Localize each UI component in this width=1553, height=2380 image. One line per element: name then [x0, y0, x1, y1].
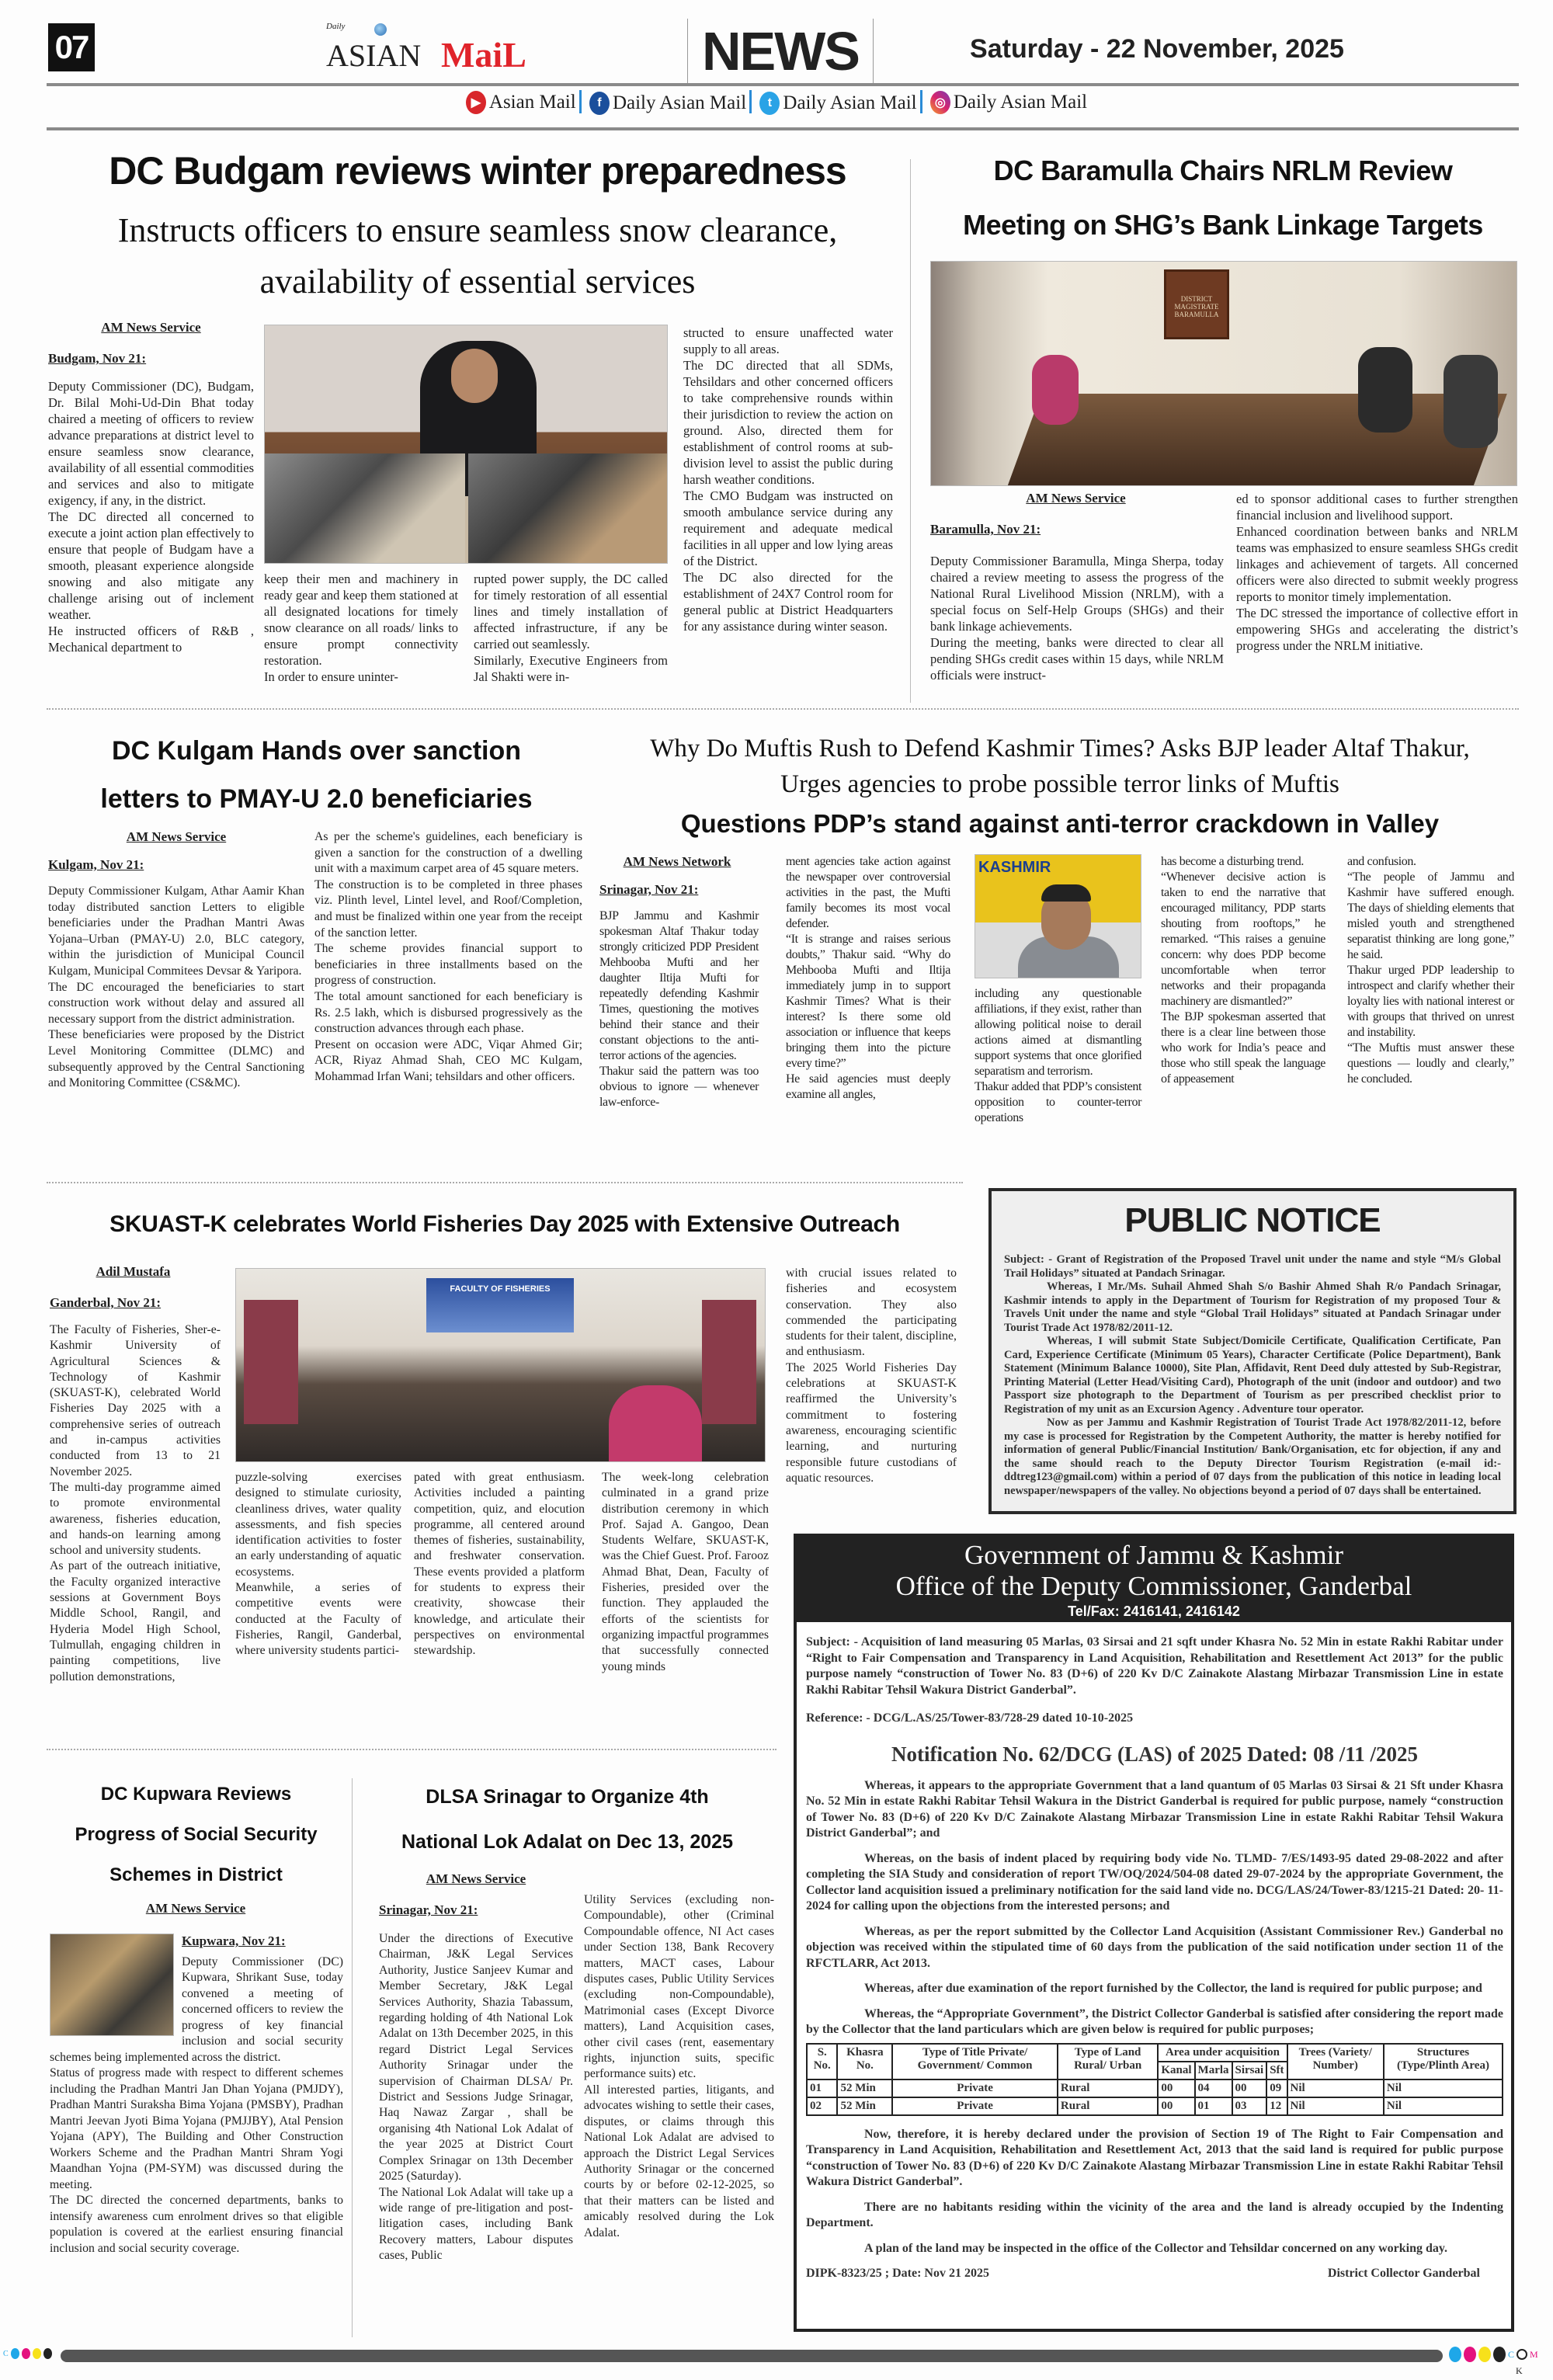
- photo-figure: [1032, 355, 1079, 425]
- article-column: [599, 909, 759, 1110]
- article-column: [683, 325, 893, 634]
- cyan-dot: [1449, 2347, 1461, 2362]
- table-cell: 01: [807, 2079, 837, 2097]
- globe-icon: [374, 23, 387, 36]
- fisheries-day-photo: [235, 1268, 766, 1462]
- notification-number: Notification No. 62/DCG (LAS) of 2025 Dated: 08 /11 /2025: [891, 1742, 1418, 1766]
- byline: AM News Service: [426, 1871, 526, 1886]
- paragraph: The Faculty of Fisheries, Sher-e-Kashmir University of Agricultural Sciences & Technology of Kashmir (SKUAST-K), celebrated World Fisheries Day 2025 with a comprehensive series of outreach and in-campus activities conducted from 13 to 21 November 2025.: [50, 1323, 221, 1478]
- notice-office: Office of the Deputy Commissioner, Ganderbal: [895, 1571, 1412, 1601]
- paragraph: Thakur said the pattern was too obvious to ignore — whenever law-enforce-: [599, 1065, 759, 1109]
- paragraph: The DC directed the concerned departments, banks to intensify awareness cum enrolment drives so that eligible population is covered at the earliest ensuring financial inclusion and social security coverage.: [50, 2194, 343, 2255]
- paragraph: Deputy Commissioner Kulgam, Athar Aamir Khan today distributed sanction Letters to eligible beneficiaries under the Pradhan Mantri Awas Yojana–Urban (PMAY-U) 2.0, BLC category, within the jurisdiction of Municipal Council Kulgam, Municipal Commitees Devsar & Yaripora.: [48, 884, 304, 978]
- registration-crosshair-icon: [1517, 2349, 1527, 2360]
- paragraph: Deputy Commissioner Baramulla, Minga Sherpa, today chaired a review meeting to assess the progress of the National Rural Livelihood Mission (NRLM), with a special focus on Self-Help Groups (SHGs) and their bank linkage achievements.: [930, 554, 1224, 634]
- public-notice: [988, 1188, 1517, 1514]
- notice-paragraph: Whereas, it appears to the appropriate Government that a land quantum of 05 Marlas 03 Sirsai & 21 Sft under Khasra No. 52 Min in estate Rakhi Rabitar Tehsil Wakura in the District Ganderbal is required for public purpose, namely “construction of Tower No. 83 (D+6) of 220 Kv D/C Zainakote Alastang Mirbazar Transmission Line in estate Rakhi Rabitar Tehsil Wakura District Ganderbal”; and: [806, 1778, 1503, 1840]
- photo-figure: [609, 1385, 702, 1462]
- column-header: Trees (Variety/ Number): [1287, 2044, 1384, 2079]
- mark-label: C: [3, 2349, 9, 2358]
- paragraph: Under the directions of Executive Chairman, J&K Legal Services Authority, Justice Sanjeev Kumar and Member Secretary, J&K Legal Services Authority, Shazia Tabassum, regarding holding of 4th National Lok Adalat on 13th December 2025, in this regard District Legal Services Authority Srinagar under the supervision of Chairman DLSA/ Pr. District and Sessions Judge Srinagar, Haq Nawaz Zargar , shall be organising 4th National Lok Adalat of the year 2025 at District Court Complex Srinagar on 13th December 2025 (Saturday).: [379, 1932, 573, 2184]
- yellow-dot: [1478, 2347, 1491, 2362]
- baramulla-meeting-photo: [930, 261, 1517, 486]
- budgam-subhead: [47, 205, 909, 307]
- kupwara-headline: [47, 1774, 346, 1895]
- paragraph: Enhanced coordination between banks and NRLM teams was emphasized to ensure seamless SHGs credit linkages and achievement of targets. All concerned officers were also directed to submit weekly progress reports to monitor timely implementation.: [1236, 524, 1518, 604]
- paragraph: rupted power supply, the DC called for timely restoration of all essential lines and timely installation of affected infrastructure, if any be carried out seamlessly.: [474, 572, 668, 651]
- paragraph: Present on occasion were ADC, Viqar Ahmed Gir; ACR, Riyaz Ahmad Shah, CEO MC Kulgam, Mohammad Irfan Wani; tehsildars and other officers.: [314, 1037, 582, 1083]
- notice-paragraph: Whereas, on the basis of indent placed by requiring body vide No. TLMD- 7/ES/1493-95 dated 29-08-2022 and after completing the SIA Study and consideration of report TW/OQ/2024/504-08 dated 29-07-2024 by the appropriate Government, the Collector land acquisition issued a preliminary notification for the said land vide no. DCG/LAS/24/Tower-83/1215-21 Dated: 20- 11-2024 for calling upon the objections from the interested persons; and: [806, 1851, 1503, 1913]
- paragraph: Status of progress made with respect to different schemes including the Pradhan Mantri Jan Dhan Yojana (PMJDY), Pradhan Mantri Suraksha Bima Yojana (PMSBY), Pradhan Mantri Jeevan Jyoti Bima Yojana (PMJJBY), Atal Pension Yojana (APY), The Building and Other Construction Workers Scheme and the Pradhan Mantri Shram Yogi Maandhan Yojna (PM-SYM) was discussed during the meeting.: [50, 2066, 343, 2191]
- section-divider: [47, 1182, 963, 1183]
- paragraph: The construction is to be completed in three phases viz. Plinth level, Lintel level, and Roof/Completion, and must be finalized within one year from the receipt of the sanction letter.: [314, 877, 582, 940]
- headline-text: Questions PDP’s stand against anti-terror crackdown in Valley: [680, 809, 1440, 838]
- headline-line: Progress of Social Security: [75, 1824, 318, 1845]
- dipk-number: DIPK-8323/25 ; Date: Nov 21 2025: [806, 2267, 989, 2280]
- page-number-text: 07: [54, 29, 89, 65]
- dateline: Kulgam, Nov 21:: [48, 857, 144, 872]
- paragraph: “The Muftis must answer these questions — loudly and clearly,” he concluded.: [1347, 1041, 1514, 1086]
- column-header: Marla: [1195, 2062, 1232, 2079]
- office-sign: DISTRICT MAGISTRATE BARAMULLA: [1164, 269, 1229, 339]
- twitter-icon: t: [759, 92, 780, 115]
- paragraph: The DC directed all concerned to execute a joint action plan effectively to ensure that people of Budgam have a smooth, pleasant experience alongside snowing and also mitigate any challenge arising out of inclement weather.: [48, 509, 254, 622]
- table-cell: Private: [892, 2079, 1058, 2097]
- notice-paragraph: Whereas, the “Appropriate Government”, the District Collector Ganderbal is satisfied after considering the report made by the Collector that the land particulars which are given below is required for public purposes;: [806, 2006, 1503, 2036]
- social-facebook[interactable]: [589, 92, 746, 115]
- government-notice: [794, 1534, 1514, 2332]
- budgam-meeting-photo: [264, 325, 668, 564]
- article-column: [786, 854, 950, 1103]
- paragraph: The DC also directed for the establishment of 24X7 Control room for general public at District Headquarters for any assistance during winter season.: [683, 570, 893, 634]
- photo-figure: [1358, 347, 1412, 433]
- black-dot: [1493, 2347, 1506, 2362]
- paragraph: The BJP spokesman asserted that there is a clear line between those who work for India’s peace and those who still speak the language of appeasement: [1161, 1010, 1325, 1086]
- photo-inset: [468, 453, 668, 564]
- photo-inset: [265, 453, 465, 564]
- youtube-icon: ▶: [466, 91, 486, 114]
- masthead-rule-bottom: [47, 127, 1519, 130]
- article-column: [474, 571, 668, 685]
- table-cell: 00: [1158, 2079, 1194, 2097]
- notice-subject: Subject: - Acquisition of land measuring 05 Marlas, 03 Sirsai and 21 sqft under Khasra No. 52 Min in estate Rakhi Rabitar under “Right to Fair Compensation and Transparency in Land Acquisition, Rehabilitation and Resettlement Act 2013” for the public purpose namely “construction of Tower No. 83 (D+6) of 220 Kv D/C Zainakote Alastang Mirbazar Transmission Line in estate Rakhi Rabitar Tehsil Wakura District Ganderbal”.: [806, 1635, 1503, 1697]
- notice-paragraph: There are no habitants residing within the vicinity of the area and the land is already occupied by the Indenting Department.: [806, 2200, 1503, 2229]
- notice-paragraph: Whereas, I will submit State Subject/Domicile Certificate, Qualification Certificate, Pan Card, Experience Certificate (Minimum 05 Years), Character Certificate (Police Department), Bank Statement (Minimum Balance 10000), Site Plan, Affidavit, Rent Deed duly attested by Sub-Registrar, Printing Material (Letter Head/Visiting Card), Photograph of the unit (indoor and outdoor) and two Passport size photograph to the Department of Tourism as per prescribed checklist prior to Registration of my unit as an Excursion Agency . Adventure tour operator.: [1004, 1335, 1501, 1416]
- headline-line: Meeting on SHG’s Bank Linkage Targets: [963, 209, 1483, 241]
- photo-figure: [1041, 884, 1091, 902]
- article-column: [602, 1470, 769, 1675]
- paragraph: As part of the outreach initiative, the Faculty organized interactive sessions at Government Boys Middle School, Rangil, and Hyderia Model High School, Tulmullah, engaging children in painting competitions, live pollution demonstrations,: [50, 1559, 221, 1683]
- social-label: Asian Mail: [488, 92, 576, 113]
- logo-mail: MaiL: [441, 35, 526, 75]
- logo: [326, 22, 544, 84]
- headline-line: DC Baramulla Chairs NRLM Review: [993, 155, 1453, 186]
- article-column: [584, 1892, 774, 2241]
- registration-marks-right: [1449, 2347, 1538, 2362]
- kulgam-headline: [43, 727, 590, 823]
- paragraph: These beneficiaries were proposed by the District Level Monitoring Committee (DLMC) and subsequently approved by the Central Sanctioning and Monitoring Committee (CS&MC).: [48, 1028, 304, 1090]
- headline-line: letters to PMAY-U 2.0 beneficiaries: [100, 784, 533, 814]
- paragraph: including any questionable affiliations, if they exist, rather than allowing political noise to derail actions aimed at dismantling support systems that once glorified separatism and terrorism.: [975, 987, 1141, 1078]
- article-column: [50, 1322, 221, 1685]
- article-column: [930, 553, 1224, 683]
- paragraph: As per the scheme's guidelines, each beneficiary is given a sanction for the construction of a dwelling unit with a maximum carpet area of 45 square meters.: [314, 830, 582, 876]
- paragraph: with crucial issues related to fisheries and ecosystem conservation. They also commended the participating students for their talent, discipline, and enthusiasm.: [786, 1266, 957, 1359]
- dateline: Kupwara, Nov 21:: [182, 1934, 286, 1948]
- article-column: [786, 1266, 957, 1486]
- photo-curtain: [702, 1300, 756, 1424]
- paragraph: The multi-day programme aimed to promote environmental awareness, fisheries education, and hands-on learning among school and university students.: [50, 1480, 221, 1558]
- notice-telfax: Tel/Fax: 2416141, 2416142: [1068, 1603, 1240, 1619]
- land-particulars-table: [806, 2043, 1503, 2116]
- article-column: [379, 1931, 573, 2264]
- event-banner: FACULTY OF FISHERIES: [426, 1278, 574, 1332]
- table-cell: 52 Min: [837, 2079, 892, 2097]
- article-column: [264, 571, 458, 685]
- skuast-headline: [47, 1205, 963, 1244]
- social-twitter[interactable]: [759, 92, 916, 115]
- paragraph: puzzle-solving exercises designed to stimulate curiosity, cleanliness drives, water quality assessments, and fish species identification activities to foster an early understanding of aquatic ecosystems.: [235, 1471, 401, 1579]
- table-cell: 02: [807, 2097, 837, 2115]
- table-cell: Rural: [1058, 2079, 1158, 2097]
- paragraph: He said agencies must deeply examine all angles,: [786, 1072, 950, 1101]
- table-cell: 00: [1158, 2097, 1194, 2115]
- dateline: Budgam, Nov 21:: [48, 351, 147, 366]
- column-header: Khasra No.: [837, 2044, 892, 2079]
- table-cell: Nil: [1287, 2079, 1384, 2097]
- article-column: [1161, 854, 1325, 1087]
- paragraph: Deputy Commissioner (DC) Kupwara, Shrikant Suse, today convened a meeting of concerned officers to review the progress of key financial inclusion and social security schemes being implemented across the district.: [50, 1954, 343, 2064]
- table-cell: 03: [1232, 2097, 1267, 2115]
- article-column: [314, 829, 582, 1086]
- paragraph: The National Lok Adalat will take up a wide range of pre-litigation and post-litigation cases, including Bank Recovery matters, Labour disputes cases, Public: [379, 2185, 573, 2263]
- logo-daily: Daily: [326, 22, 346, 31]
- headline-line: DC Kupwara Reviews: [100, 1784, 292, 1805]
- notice-subject: Subject: - Grant of Registration of the Proposed Travel unit under the name and style “M/s Global Trail Holidays” situated at Pandach Srinagar.: [1004, 1253, 1501, 1280]
- table-body: [807, 2079, 1503, 2115]
- notice-footer: [806, 2266, 1503, 2282]
- table-row: [807, 2079, 1503, 2097]
- altaf-thakur-photo: [975, 854, 1141, 978]
- article-column: [975, 986, 1141, 1126]
- notice-reference: Reference: - DCG/L.AS/25/Tower-83/728-29 dated 10-10-2025: [806, 1711, 1134, 1725]
- headline-line: DLSA Srinagar to Organize 4th: [426, 1786, 709, 1808]
- byline: AM News Service: [1026, 491, 1126, 506]
- paragraph: has become a disturbing trend.: [1161, 855, 1304, 868]
- masthead-rule: [47, 83, 1519, 86]
- photo-curtain: [244, 1300, 298, 1424]
- headline-line: DC Kulgam Hands over sanction: [111, 736, 522, 766]
- social-label: Daily Asian Mail: [953, 92, 1088, 113]
- paragraph: The CMO Budgam was instructed on smooth ambulance service during any requirement and adequate medical facilities in all upper and low lying areas of the District.: [683, 488, 893, 568]
- table-cell: Nil: [1384, 2079, 1503, 2097]
- byline: AM News Service: [101, 320, 201, 335]
- photo-figure: [1444, 355, 1498, 448]
- paragraph: Similarly, Executive Engineers from Jal Shakti were in-: [474, 653, 668, 684]
- social-label: Daily Asian Mail: [612, 92, 747, 113]
- notice-body: [797, 1622, 1511, 2282]
- column-header: Type of Title Private/ Government/ Common: [892, 2044, 1058, 2079]
- column-header: S. No.: [807, 2044, 837, 2079]
- table-cell: 12: [1266, 2097, 1287, 2115]
- column-header: Sirsai: [1232, 2062, 1267, 2079]
- paragraph: The DC encouraged the beneficiaries to start construction work without delay and assured all necessary support from the district administration.: [48, 980, 304, 1026]
- photo-table: [1007, 394, 1507, 486]
- paragraph: He instructed officers of R&B , Mechanical department to: [48, 624, 254, 655]
- public-notice-title: [1004, 1199, 1501, 1242]
- paragraph: All interested parties, litigants, and advocates wishing to settle their cases, disputes, or claims through this National Lok Adalat are advised to approach the District Legal Services Authority Srinagar or the concerned courts by or before 02-12-2025, so that their matters can be listed and amicably resolved during the Lok Adalat.: [584, 2083, 774, 2239]
- article-column: [48, 378, 254, 655]
- dlsa-headline: [360, 1774, 775, 1864]
- table-cell: Nil: [1384, 2097, 1503, 2115]
- column-header: Type of Land Rural/ Urban: [1058, 2044, 1158, 2079]
- instagram-icon: ◎: [930, 91, 950, 114]
- dateline: Ganderbal, Nov 21:: [50, 1295, 162, 1310]
- paragraph: BJP Jammu and Kashmir spokesman Altaf Thakur today strongly criticized PDP President Mehbooba Mufti and her daughter Iltija Mufti for repeatedly defending Kashmir Times, questioning the motives behind their stance and their constant objections to the anti-terror actions of the agencies.: [599, 909, 759, 1062]
- subhead-line: availability of essential services: [259, 262, 696, 301]
- page-number: [48, 23, 95, 71]
- paragraph: and confusion.: [1347, 855, 1416, 868]
- mark-label: C: [1508, 2348, 1515, 2360]
- dateline: Srinagar, Nov 21:: [599, 882, 699, 897]
- signatory: District Collector Ganderbal: [1327, 2267, 1480, 2280]
- section-title: [687, 19, 874, 84]
- column-divider: [910, 159, 911, 703]
- article-column: [1347, 854, 1514, 1087]
- social-youtube[interactable]: [466, 91, 576, 114]
- notice-header: [797, 1537, 1511, 1622]
- article-column: [1236, 491, 1518, 654]
- pdp-kicker: [598, 731, 1522, 766]
- budgam-headline: [47, 144, 909, 198]
- social-links: [0, 90, 1553, 115]
- registration-marks-left: [3, 2348, 52, 2359]
- subhead-line: Instructs officers to ensure seamless snow clearance,: [117, 211, 838, 249]
- divider: [579, 90, 582, 113]
- magenta-dot: [22, 2348, 30, 2359]
- baramulla-headline: [924, 144, 1522, 252]
- notice-title: Government of Jammu & Kashmir: [964, 1540, 1343, 1570]
- dateline: Srinagar, Nov 21:: [379, 1902, 478, 1917]
- kicker-text: Urges agencies to probe possible terror links of Muftis: [780, 770, 1339, 798]
- paragraph: The total amount sanctioned for each beneficiary is Rs. 2.5 lakh, which is disbursed progressively as the construction advances through each phase.: [314, 989, 582, 1036]
- notice-paragraph: Whereas, after due examination of the report furnished by the Collector, the land is required for public purpose; and: [864, 1982, 1482, 1995]
- byline: AM News Service: [126, 829, 227, 844]
- column-header: Structures (Type/Plinth Area): [1384, 2044, 1503, 2079]
- paragraph: During the meeting, banks were directed to clear all pending SHGs credit cases within 15 days, while NRLM officials were instruct-: [930, 635, 1224, 683]
- paragraph: “It is strange and raises serious doubts,” Thakur said. “Why do Mehbooba Mufti and Iltija immediately jump in to support Kashmir Times? What is their interest? Is there some old association or influence that keeps bringing them into the picture every time?”: [786, 933, 950, 1070]
- article-column: [235, 1470, 401, 1659]
- facebook-icon: f: [589, 92, 610, 115]
- table-row: [807, 2097, 1503, 2115]
- paragraph: “The people of Jammu and Kashmir have suffered enough. The days of shielding elements that misled youth and strengthened separatist thinking are long gone,” he said.: [1347, 870, 1514, 961]
- section-divider: [47, 1749, 776, 1750]
- notice-paragraph: Whereas, as per the report submitted by the Collector Land Acquisition (Assistant Commissioner Rev.) Ganderbal no objection was received within the stipulated time of 60 days from the publication of the said notification under section 11 of the RFCTLARR, Act 2013.: [806, 1924, 1503, 1970]
- yellow-dot: [33, 2348, 41, 2359]
- pdp-kicker-2: [598, 767, 1522, 801]
- kupwara-article: [50, 1934, 343, 2257]
- table-cell: 04: [1195, 2079, 1232, 2097]
- article-column: [414, 1470, 585, 1659]
- table-cell: Rural: [1058, 2097, 1158, 2115]
- headline-text: DC Budgam reviews winter preparedness: [109, 149, 846, 193]
- paragraph: “Whenever decisive action is taken to end the narrative that encouraged militancy, PDP starts shouting from rooftops,” he remarked. “This raises a genuine concern: why does PDP become uncomfortable when terror networks and their propaganda machinery are dismantled?”: [1161, 870, 1325, 1008]
- social-label: Daily Asian Mail: [783, 92, 917, 113]
- kicker-text: Why Do Muftis Rush to Defend Kashmir Times? Asks BJP leader Altaf Thakur,: [650, 735, 1470, 763]
- paragraph: Meanwhile, a series of competitive events were conducted at the Faculty of Fisheries, Rangil, Ganderbal, where university students partici-: [235, 1581, 401, 1658]
- paragraph: Thakur urged PDP leadership to introspect and clarify whether their loyalty lies with national interest or with groups that thrived on unrest and instability.: [1347, 964, 1514, 1039]
- black-dot: [43, 2348, 52, 2359]
- paragraph: Deputy Commissioner (DC), Budgam, Dr. Bilal Mohi-Ud-Din Bhat today chaired a meeting of officers to review advance preparations at district level to ensure seamless snow clearance, availability of all essential commodities and services and also to mitigate exigency, if any, in the district.: [48, 379, 254, 508]
- notice-paragraph: A plan of the land may be inspected in the office of the Collector and Tehsildar concerned on any working day.: [864, 2241, 1448, 2255]
- table-cell: 09: [1266, 2079, 1287, 2097]
- logo-asian: ASIAN: [326, 38, 422, 73]
- paragraph: The 2025 World Fisheries Day celebrations at SKUAST-K reaffirmed the University’s commitment to fostering awareness, encouraging scientific learning, and nurturing responsible future custodians of aquatic resources.: [786, 1360, 957, 1485]
- paragraph: pated with great enthusiasm. Activities included a painting competition, quiz, and elocution programme, all centered around themes of fisheries, sustainability, and freshwater conservation. These events provided a platform for students to express their creativity, showcase their knowledge, and articulate their perspectives on environmental stewardship.: [414, 1471, 585, 1658]
- issue-date: [916, 34, 1398, 64]
- section-title-text: NEWS: [702, 21, 859, 82]
- byline: AM News Service: [145, 1901, 246, 1916]
- divider: [749, 90, 752, 113]
- photo-figure: [451, 349, 498, 403]
- notice-paragraph: Whereas, I Mr./Ms. Suhail Ahmed Shah S/o Bashir Ahmed Shah R/o Pandach Srinagar, Kashmir intends to apply in the Department of Tourism for Registration of my proposed Tour & Travels Unit under the name and style “Global Trail Holidays” situated at Pandach Srinagar under Tourist Trade Act 1978/82/2011-12.: [1004, 1280, 1501, 1334]
- column-header: Sft: [1266, 2062, 1287, 2079]
- divider: [920, 90, 922, 113]
- paragraph: The DC directed that all SDMs, Tehsildars and other concerned officers to take comprehensive rounds within their jurisdiction to review the action on ground. Also, directed them for establishment of control rooms at sub-division level to assist the public during harsh weather conditions.: [683, 358, 893, 487]
- public-notice-title-text: PUBLIC NOTICE: [1124, 1201, 1381, 1239]
- pdp-headline: [598, 804, 1522, 843]
- paragraph: Thakur added that PDP’s consistent opposition to counter-terror operations: [975, 1080, 1141, 1124]
- table-cell: Nil: [1287, 2097, 1384, 2115]
- column-header: Kanal: [1158, 2062, 1194, 2079]
- notice-paragraph: Now, therefore, it is hereby declared under the provision of Section 19 of The Right to Fair Compensation and Transparency in Land Acquisition, Rehabilitation and Resettlement Act, 2013 that the said land is required for public purpose “construction of Tower No. 83 (D+6) of 220 Kv D/C Zainakote Alastang Mirbazar Transmission Line in estate Rakhi Rabitar Tehsil Wakura District Ganderbal”.: [806, 2127, 1503, 2188]
- column-divider: [352, 1778, 353, 2337]
- table-cell: 52 Min: [837, 2097, 892, 2115]
- paragraph: ment agencies take action against the newspaper over controversial activities in the past, the Mufti family becomes its most vocal defender.: [786, 855, 950, 930]
- article-column: [48, 884, 304, 1092]
- section-divider: [47, 708, 1519, 710]
- dateline: Baramulla, Nov 21:: [930, 522, 1041, 537]
- headline-line: Schemes in District: [109, 1864, 283, 1885]
- photo-banner: KASHMIR: [978, 859, 1051, 876]
- issue-date-text: Saturday - 22 November, 2025: [970, 34, 1344, 64]
- magenta-dot: [1464, 2347, 1476, 2362]
- paragraph: ed to sponsor additional cases to further strengthen financial inclusion and livelihood support.: [1236, 492, 1518, 523]
- paragraph: Utility Services (excluding non-Compoundable), other (Criminal Compoundable offence, NI Act cases under Section 138, Bank Recovery matters, MACT cases, Labour disputes cases, Public Utility Services (excluding non-Compoundable), Matrimonial cases (Except Divorce matters), Land Acquisition cases, other civil cases (rent, easementary rights, injunction suits, specific performance suits) etc.: [584, 1893, 774, 2081]
- cyan-dot: [11, 2348, 19, 2359]
- mark-label: M: [1530, 2348, 1538, 2360]
- headline-line: National Lok Adalat on Dec 13, 2025: [401, 1831, 733, 1853]
- table-cell: Private: [892, 2097, 1058, 2115]
- notice-paragraph: Now as per Jammu and Kashmir Registration of Tourist Trade Act 1978/82/2011-12, before my case is processed for Registration by the Competent Authority, the matter is hereby notified for information of general Public/Financial Institution/ Bank/Organisation, etc for objection, if any and the same should reach to the Deputy Director Tourism Registration (e-mail id:- ddtreg123@gmail.com) within a period of 07 days from the publication of this notice in leading local newspaper/newspapers of the valley. No objections beyond a period of 07 days shall be entertained.: [1004, 1416, 1501, 1497]
- paragraph: structed to ensure unaffected water supply to all areas.: [683, 325, 893, 356]
- paragraph: The week-long celebration culminated in a grand prize distribution ceremony in which Prof. Sajad A. Gangoo, Dean Students Welfare, SKUAST-K, was the Chief Guest. Prof. Farooz Ahmad Bhat, Dean, Faculty of Fisheries, presided over the function. They applauded the efforts of the scientists for organizing impactful programmes that successfully connected young minds: [602, 1471, 769, 1673]
- paragraph: The DC stressed the importance of collective effort in empowering SHGs and accelerating the district’s progress under the NRLM initiative.: [1236, 606, 1518, 653]
- column-header: Area under acquisition: [1158, 2044, 1287, 2062]
- bottom-bar: [61, 2350, 1443, 2362]
- paragraph: In order to ensure uninter-: [264, 669, 398, 684]
- byline: Adil Mustafa: [96, 1264, 171, 1279]
- social-instagram[interactable]: [930, 91, 1087, 114]
- headline-text: SKUAST-K celebrates World Fisheries Day 2025 with Extensive Outreach: [109, 1211, 900, 1237]
- byline: AM News Network: [623, 854, 731, 869]
- table-cell: 00: [1232, 2079, 1267, 2097]
- paragraph: keep their men and machinery in ready gear and keep them stationed at all designated locations for timely snow clearance on all roads/ links to ensure prompt connectivity restoration.: [264, 572, 458, 668]
- table-cell: 01: [1195, 2097, 1232, 2115]
- mark-label: K: [1516, 2365, 1523, 2376]
- paragraph: The scheme provides financial support to beneficiaries in three installments based on the progress of construction.: [314, 942, 582, 988]
